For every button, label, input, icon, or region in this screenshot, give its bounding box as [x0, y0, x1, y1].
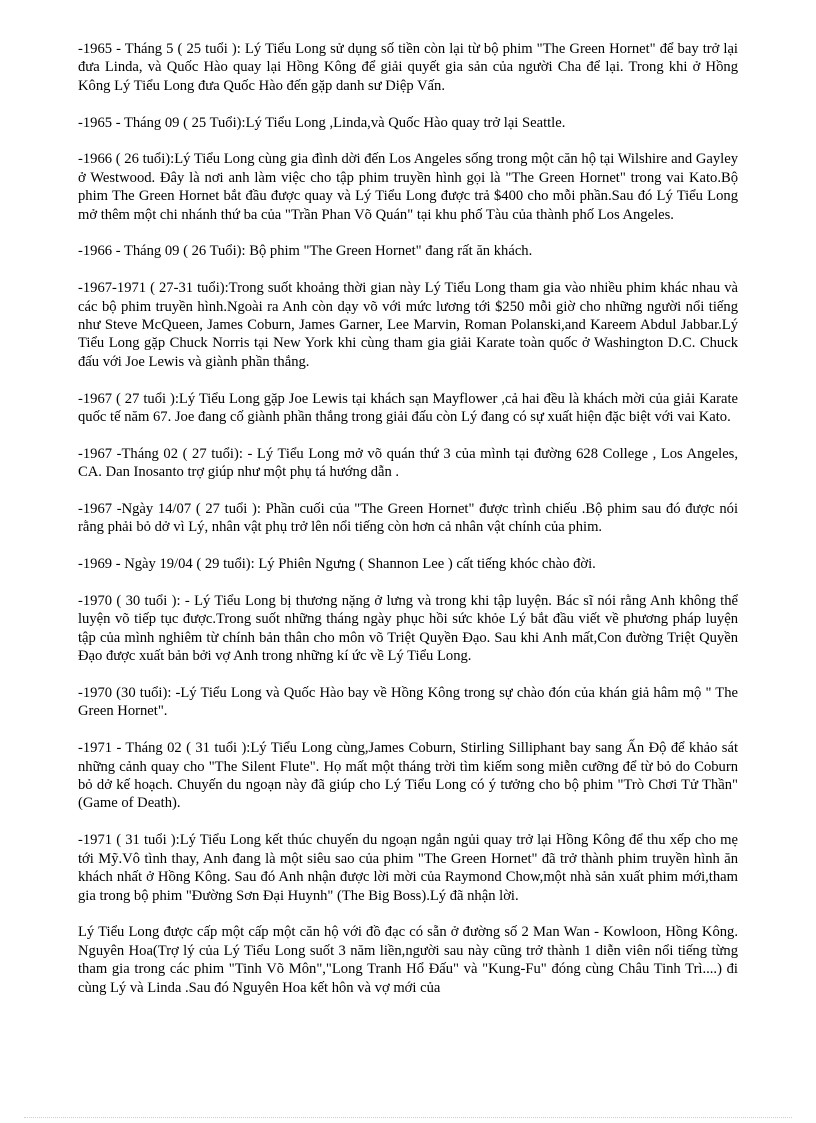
- paragraph-1967-february: -1967 -Tháng 02 ( 27 tuổi): - Lý Tiểu Long mở võ quán thứ 3 của mình tại đường 628 College , Los Angeles, CA. Dan Inosanto trợ giúp như một phụ tá hướng dẫn .: [78, 445, 738, 481]
- paragraph-1970-hong-kong: -1970 (30 tuổi): -Lý Tiểu Long và Quốc Hào bay về Hồng Kông trong sự chào đón của khán giả hâm mộ " The Green Hornet".: [78, 685, 738, 720]
- paragraph-apartment: Lý Tiểu Long được cấp một cấp một căn hộ với đồ đạc có sẵn ở đường số 2 Man Wan - Kowloon, Hồng Kông. Nguyên Hoa(Trợ lý của Lý Tiểu Long suốt 3 năm liền,người sau này cũng trở thành 1 diễn viên nổi tiếng từng tham gia trong các phim "Tinh Võ Môn","Long Tranh Hổ Đấu" và "Kung-Fu" đóng cùng Châu Tinh Trì....) đi cùng Lý và Linda .Sau đó Nguyên Hoa kết hôn và vợ mới của: [78, 924, 738, 996]
- paragraph-1969-april: -1969 - Ngày 19/04 ( 29 tuổi): Lý Phiên Ngưng ( Shannon Lee ) cất tiếng khóc chào đời.: [78, 556, 596, 573]
- document-body: [78, 40, 738, 1015]
- paragraph-1970-injury: -1970 ( 30 tuổi ): - Lý Tiểu Long bị thương nặng ở lưng và trong khi tập luyện. Bác sĩ nói rằng Anh không thể luyện võ tiếp tục được.Trong suốt những tháng ngày phục hồi sức khỏe Lý bắt đầu viết về phương pháp luyện tập của mình nghiêm từ chính bản thân cho môn võ Triệt Quyền Đạo. Sau khi Anh mất,Con đường Triệt Quyền Đạo được xuất bản bởi vợ Anh trong những kí ức về Lý Tiểu Long.: [78, 593, 738, 665]
- paragraph-1966-september: -1966 - Tháng 09 ( 26 Tuổi): Bộ phim "The Green Hornet" đang rất ăn khách.: [78, 243, 533, 260]
- paragraph-1971-february: -1971 - Tháng 02 ( 31 tuổi ):Lý Tiểu Long cùng,James Coburn, Stirling Silliphant bay sang Ấn Độ để khảo sát những cảnh quay cho "The Silent Flute". Họ mất một tháng trời tìm kiếm song miễn cưỡng để từ bỏ do Coburn bỏ dở kế hoạch. Chuyến du ngoạn này đã giúp cho Lý Tiểu Long có ý tưởng cho bộ phim "Trò Chơi Tử Thần" (Game of Death).: [78, 740, 738, 812]
- paragraph-1967-july: -1967 -Ngày 14/07 ( 27 tuổi ): Phần cuối của "The Green Hornet" được trình chiếu .Bộ phim sau đó được nói rằng phải bỏ dở vì Lý, nhân vật phụ trở lên nổi tiếng còn hơn cả nhân vật chính của phim.: [78, 501, 738, 536]
- paragraph-1967-joe-lewis: -1967 ( 27 tuổi ):Lý Tiểu Long gặp Joe Lewis tại khách sạn Mayflower ,cả hai đều là khách mời của giải Karate quốc tế năm 67. Joe đang cố giành phần thắng trong giải đấu còn Lý đang có sự xuất hiện đặc biệt với vai Kato.: [78, 390, 738, 426]
- paragraph-1966-los-angeles: -1966 ( 26 tuổi):Lý Tiểu Long cùng gia đình dời đến Los Angeles sống trong một căn hộ tại Wilshire and Gayley ở Westwood. Đây là nơi anh làm việc cho tập phim truyền hình gọi là "The Green Hornet" trong vai Kato.Bộ phim The Green Hornet bắt đầu được quay và Lý Tiểu Long được trả $400 cho mỗi phần.Sau đó Lý Tiểu Long mở thêm một chi nhánh thứ ba của "Trần Phan Võ Quán" tại khu phố Tàu của thành phố Los Angeles.: [78, 151, 738, 223]
- paragraph-1971-return: -1971 ( 31 tuổi ):Lý Tiểu Long kết thúc chuyến du ngoạn ngắn ngủi quay trở lại Hồng Kông để thu xếp cho mẹ tới Mỹ.Vô tình thay, Anh đang là một siêu sao của phim "The Green Hornet" đã trở thành phim truyền hình ăn khách nhất ở Hồng Kông. Sau đó Anh nhận được lời mời của Raymond Chow,một nhà sản xuất phim mới,tham gia trong bộ phim "Đường Sơn Đại Huynh" (The Big Boss).Lý đã nhận lời.: [78, 832, 738, 904]
- page-bottom-border: [24, 1117, 792, 1118]
- paragraph-1967-1971: -1967-1971 ( 27-31 tuổi):Trong suốt khoảng thời gian này Lý Tiểu Long tham gia vào nhiều phim khác nhau và các bộ phim truyền hình.Ngoài ra Anh còn dạy võ với mức lương tới $250 mỗi giờ cho những người nổi tiếng như Steve McQueen, James Coburn, James Garner, Lee Marvin, Roman Polanski,and Kareem Abdul Jabbar.Lý Tiểu Long gặp Chuck Norris tại New York khi cùng tham gia giải Karate toàn quốc ở Washington D.C. Chuck đấu với Joe Lewis và giành phần thắng.: [78, 280, 738, 370]
- paragraph-1965-may: -1965 - Tháng 5 ( 25 tuổi ): Lý Tiểu Long sử dụng số tiền còn lại từ bộ phim "The Green Hornet" để bay trở lại đưa Linda, và Quốc Hào quay lại Hồng Kông để giải quyết gia sản của người Cha để lại. Trong khi ở Hồng Kông Lý Tiểu Long đưa Quốc Hào đến gặp danh sư Diệp Vấn.: [78, 41, 738, 94]
- paragraph-1965-september: -1965 - Tháng 09 ( 25 Tuổi):Lý Tiểu Long ,Linda,và Quốc Hào quay trở lại Seattle.: [78, 114, 566, 131]
